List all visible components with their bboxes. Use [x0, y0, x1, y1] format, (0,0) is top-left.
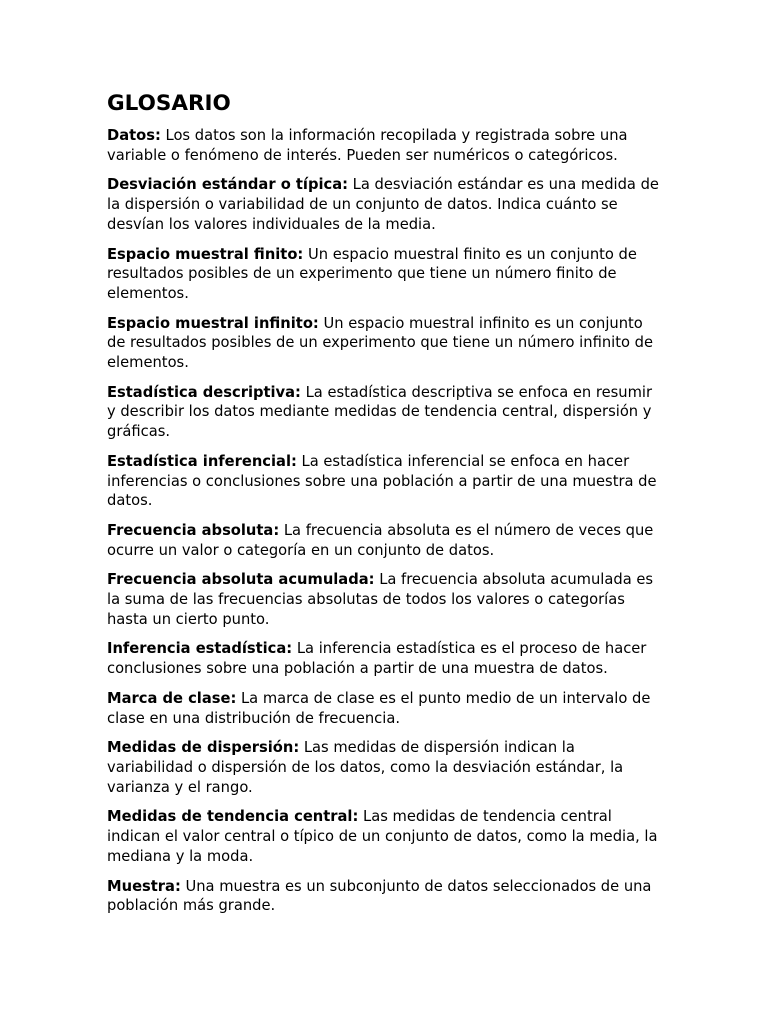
glossary-definition: La estadística descriptiva se enfoca en resumir y describir los datos mediante medidas de tendencia central, dispersión y gráficas. — [107, 383, 653, 441]
glossary-entry-estadistica-inferencial — [107, 452, 664, 511]
page-title: GLOSARIO — [107, 91, 231, 116]
glossary-entry-marca-de-clase — [107, 689, 664, 728]
glossary-term: Inferencia estadística: — [107, 640, 293, 658]
glossary-term: Frecuencia absoluta: — [107, 521, 280, 539]
glossary-definition: Las medidas de dispersión indican la variabilidad o dispersión de los datos, como la desviación estándar, la varianza y el rango. — [107, 739, 624, 796]
glossary-term: Frecuencia absoluta acumulada: — [107, 571, 375, 589]
glossary-term: Desviación estándar o típica: — [107, 176, 348, 194]
glossary-entry-medidas-de-dispersion — [107, 738, 664, 797]
glossary-term: Muestra: — [107, 877, 181, 895]
glossary-entry-desviacion-estandar — [107, 175, 664, 234]
glossary-definition: Un espacio muestral infinito es un conjunto de resultados posibles de un experimento que tiene un número infinito de elementos. — [107, 314, 653, 372]
glossary-definition: Las medidas de tendencia central indican el valor central o típico de un conjunto de datos, como la media, la mediana y la moda. — [107, 808, 658, 865]
glossary-definition: La desviación estándar es una medida de la dispersión o variabilidad de un conjunto de datos. Indica cuánto se desvían los valores individuales de la media. — [107, 176, 659, 233]
glossary-definition: La frecuencia absoluta es el número de veces que ocurre un valor o categoría en un conjunto de datos. — [107, 521, 654, 559]
glossary-term: Estadística inferencial: — [107, 452, 297, 470]
glossary-definition: La inferencia estadística es el proceso de hacer conclusiones sobre una población a partir de una muestra de datos. — [107, 640, 647, 678]
glossary-term: Medidas de dispersión: — [107, 739, 300, 757]
glossary-entry-espacio-muestral-infinito — [107, 314, 664, 373]
glossary-entry-muestra — [107, 877, 664, 916]
glossary-term: Espacio muestral finito: — [107, 245, 304, 263]
glossary-entry-medidas-de-tendencia-central — [107, 807, 664, 866]
glossary-entry-inferencia-estadistica — [107, 639, 664, 678]
glossary-term: Marca de clase: — [107, 689, 237, 707]
glossary-definition: La estadística inferencial se enfoca en hacer inferencias o conclusiones sobre una población a partir de una muestra de datos. — [107, 452, 657, 510]
glossary-definition: Los datos son la información recopilada y registrada sobre una variable o fenómeno de interés. Pueden ser numéricos o categóricos. — [107, 127, 628, 164]
glossary-entry-estadistica-descriptiva — [107, 383, 664, 442]
glossary-definition: La frecuencia absoluta acumulada es la suma de las frecuencias absolutas de todos los valores o categorías hasta un cierto punto. — [107, 571, 654, 628]
glossary-entry-datos — [107, 126, 664, 165]
glossary-term: Espacio muestral infinito: — [107, 314, 319, 332]
glossary-entry-frecuencia-absoluta-acumulada — [107, 570, 664, 629]
glossary-entry-frecuencia-absoluta — [107, 521, 664, 560]
glossary-term: Medidas de tendencia central: — [107, 808, 359, 826]
glossary-entry-espacio-muestral-finito — [107, 245, 664, 304]
glossary-term: Datos: — [107, 127, 161, 144]
glossary-definition: Una muestra es un subconjunto de datos seleccionados de una población más grande. — [107, 877, 652, 915]
glossary-definition: La marca de clase es el punto medio de un intervalo de clase en una distribución de frecuencia. — [107, 689, 651, 727]
glossary-term: Estadística descriptiva: — [107, 383, 301, 401]
glossary-definition: Un espacio muestral finito es un conjunto de resultados posibles de un experimento que tiene un número finito de elementos. — [107, 245, 637, 302]
